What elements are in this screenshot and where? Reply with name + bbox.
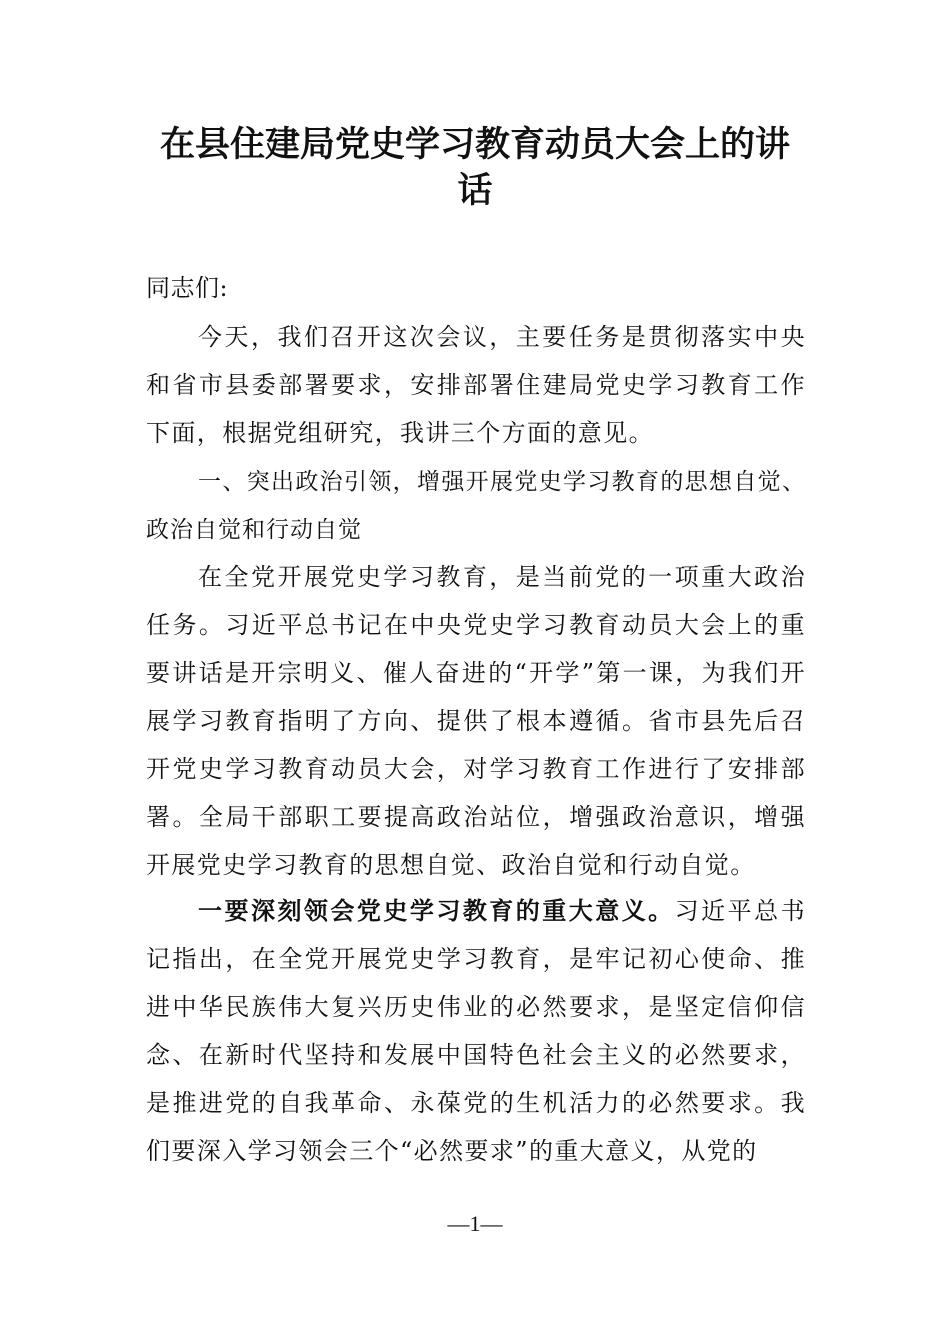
section-heading-1: 一、突出政治引领，增强开展党史学习教育的思想自觉、政治自觉和行动自觉 [146,469,806,543]
paragraph-lead-sentence: 一要深刻领会党史学习教育的重大意义。 [198,896,675,925]
document-title-line-2: 话 [457,171,493,211]
paragraph-intro: 今天，我们召开这次会议，主要任务是贯彻落实中央和省市县委部署要求，安排部署住建局党史学习教育工作下面，根据党组研究，我讲三个方面的意见。 [146,323,806,447]
paragraph-significance [146,887,806,1175]
paragraph-body-text: 习近平总书记指出，在全党开展党史学习教育，是牢记初心使命、推进中华民族伟大复兴历史伟业的必然要求，是坚定信仰信念、在新时代坚持和发展中国特色社会主义的必然要求，是推进党的自我革命、永葆党的生机活力的必然要求。我们要深入学习领会三个“必然要求”的重大意义，从党的 [146,897,806,1165]
document-title-line-1: 在县住建局党史学习教育动员大会上的讲 [159,125,790,165]
paragraph-political-task: 在全党开展党史学习教育，是当前党的一项重大政治任务。习近平总书记在中央党史学习教育动员大会上的重要讲话是开宗明义、催人奋进的“开学”第一课，为我们开展学习教育指明了方向、提供了根本遵循。省市县先后召开党史学习教育动员大会，对学习教育工作进行了安排部署。全局干部职工要提高政治站位，增强政治意识，增强开展党史学习教育的思想自觉、政治自觉和行动自觉。 [146,563,806,879]
salutation: 同志们: [146,274,229,302]
page-number: —1— [447,1211,503,1236]
